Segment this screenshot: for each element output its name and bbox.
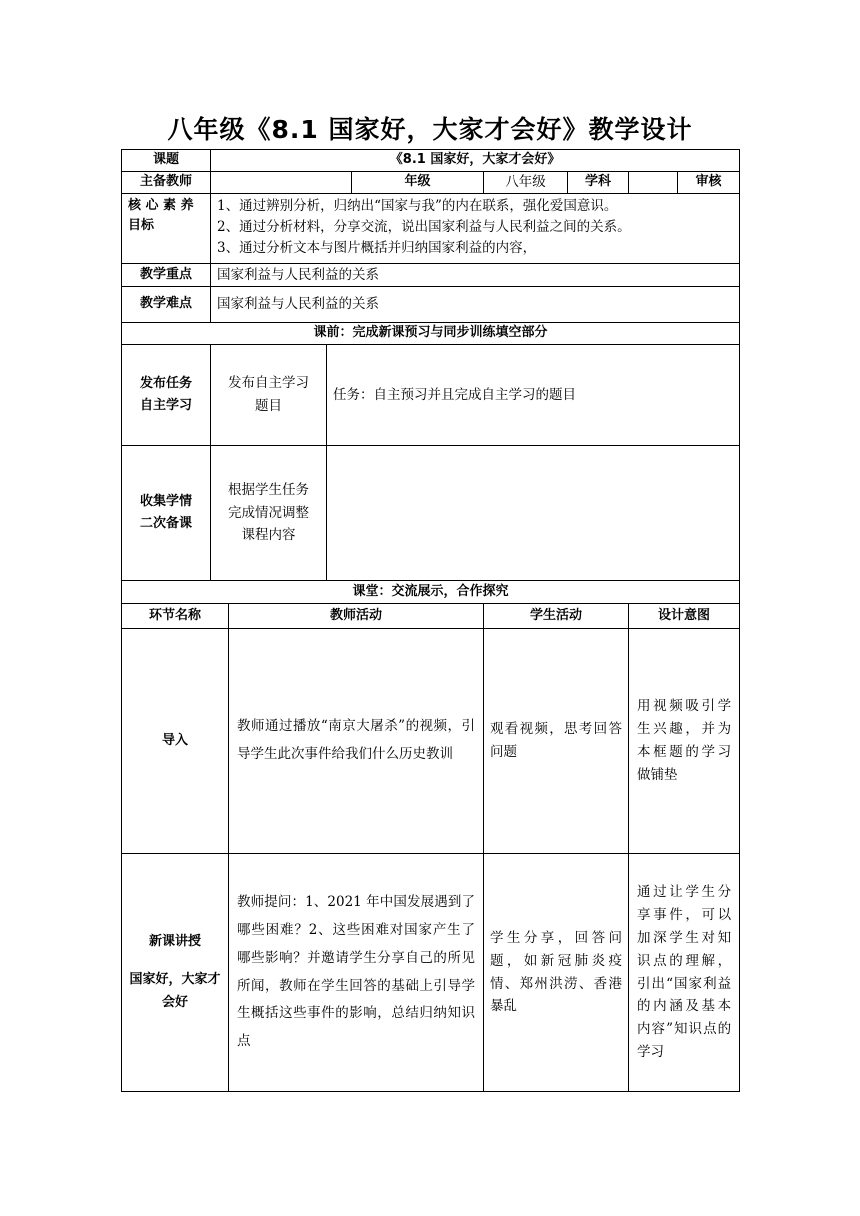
in-class-heading: 课堂：交流展示，合作探究 [122, 581, 740, 604]
grade-label: 年级 [352, 172, 484, 194]
pre-class-row [122, 446, 740, 581]
topic-row [122, 150, 740, 172]
column-header: 教师活动 [229, 604, 484, 629]
student-activity: 学生分享，回答问题，如新冠肺炎疫情、郑州洪涝、香港暴乱 [484, 854, 629, 1092]
difficulty-value: 国家利益与人民利益的关系 [211, 287, 740, 323]
stage-name-line1: 新课讲授 [148, 934, 201, 950]
design-purpose: 通过让学生分享事件，可以加深学生对知识点的理解，引出“国家利益的内涵及基本内容”知识点的学习 [629, 854, 740, 1092]
lesson-plan-table [121, 149, 740, 1092]
teacher-value [211, 172, 352, 194]
key-point-row [122, 264, 740, 287]
pre-class-label-line2: 二次备课 [139, 516, 192, 531]
key-point-label: 教学重点 [122, 264, 211, 287]
pre-class-heading: 课前：完成新课预习与同步训练填空部分 [122, 323, 740, 345]
pre-class-heading-row [122, 323, 740, 345]
teacher-label: 主备教师 [122, 172, 211, 194]
goal-item: 3、通过分析文本与图片概括并归纳国家利益的内容， [217, 239, 537, 256]
pre-class-label-line1: 收集学情 [139, 493, 192, 509]
in-class-heading-row [122, 581, 740, 604]
stage-name-line2: 国家好，大家才会好 [129, 971, 221, 1011]
pre-class-detail: 任务：自主预习并且完成自主学习的题目 [327, 345, 740, 446]
pre-class-label [122, 345, 211, 446]
pre-class-label [122, 446, 211, 581]
pre-class-row [122, 345, 740, 446]
pre-class-label-line1: 发布任务 [139, 375, 192, 391]
topic-value: 《8.1 国家好，大家才会好》 [211, 150, 740, 172]
topic-label: 课题 [122, 150, 211, 172]
review-label: 审核 [678, 172, 740, 194]
teacher-activity: 教师通过播放“南京大屠杀”的视频，引导学生此次事件给我们什么历史教训 [229, 629, 484, 854]
goals-row [122, 194, 740, 264]
goal-item: 1、通过辨别分析，归纳出“国家与我”的内在联系，强化爱国意识。 [217, 198, 618, 214]
student-activity: 观看视频，思考回答问题 [484, 629, 629, 854]
subject-label: 学科 [568, 172, 629, 194]
in-class-columns-row [122, 604, 740, 629]
stage-spacer [128, 954, 222, 968]
stage-name: 导入 [122, 629, 229, 854]
design-purpose: 用视频吸引学生兴趣，并为本框题的学习做铺垫 [629, 629, 740, 854]
difficulty-row [122, 287, 740, 323]
info-row [122, 172, 740, 194]
pre-class-label-line2: 自主学习 [139, 398, 192, 413]
teacher-activity: 教师提问：1、2021 年中国发展遇到了哪些困难？2、这些困难对国家产生了哪些影响？并邀请学生分享自己的所见所闻，教师在学生回答的基础上引导学生概括这些事件的影响，总结归纳知识点 [229, 854, 484, 1092]
goals-label-line1: 核 心 素 养 [128, 198, 194, 213]
goals-list [211, 194, 740, 264]
grade-value: 八年级 [484, 172, 568, 194]
in-class-row [122, 854, 740, 1092]
goals-label-line2: 目标 [128, 218, 155, 234]
pre-class-action: 根据学生任务完成情况调整课程内容 [211, 446, 327, 581]
goals-label [122, 194, 211, 264]
pre-class-detail [327, 446, 740, 581]
pre-class-action: 发布自主学习题目 [211, 345, 327, 446]
in-class-row [122, 629, 740, 854]
column-header: 设计意图 [629, 604, 740, 629]
stage-name [122, 854, 229, 1092]
column-header: 学生活动 [484, 604, 629, 629]
difficulty-label: 教学难点 [122, 287, 211, 323]
subject-value [629, 172, 678, 194]
goal-item: 2、通过分析材料，分享交流，说出国家利益与人民利益之间的关系。 [217, 218, 631, 235]
page-title: 八年级《8.1 国家好，大家才会好》教学设计 [167, 115, 693, 144]
column-header: 环节名称 [122, 604, 229, 629]
key-point-value: 国家利益与人民利益的关系 [211, 264, 740, 287]
